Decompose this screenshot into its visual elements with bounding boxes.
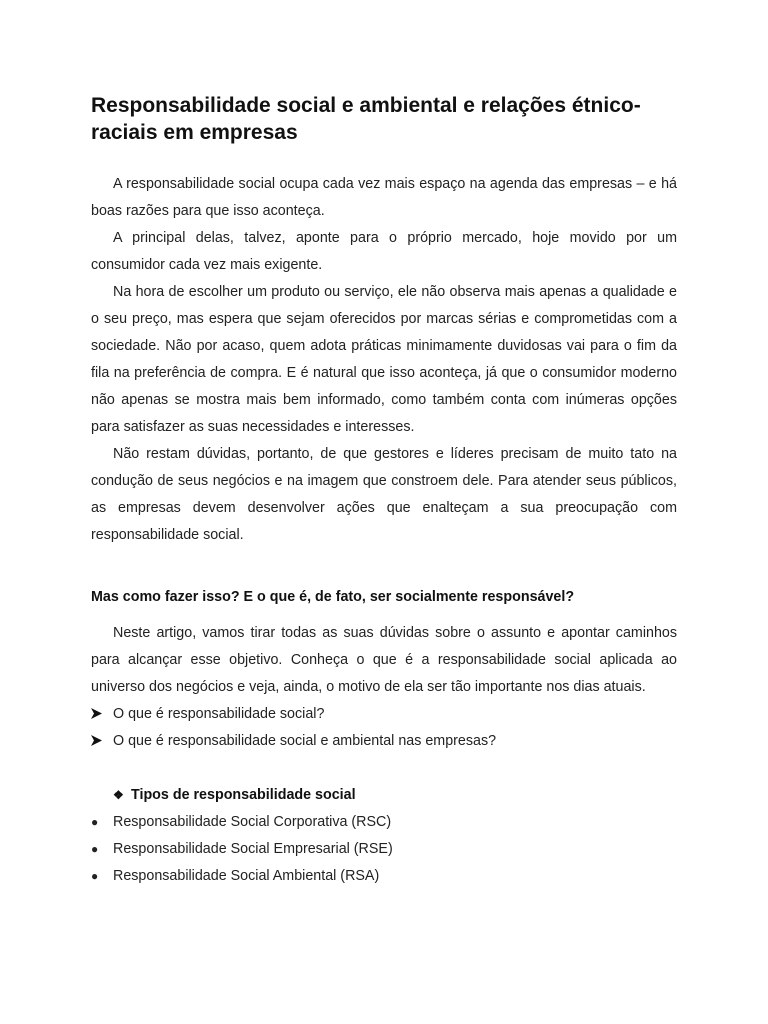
dot-bullet-icon: ● <box>91 842 99 856</box>
list-item <box>91 863 677 890</box>
dot-bullet-icon: ● <box>91 815 99 829</box>
list-item-text: Responsabilidade Social Corporativa (RSC) <box>113 814 392 830</box>
paragraph: A principal delas, talvez, aponte para o próprio mercado, hoje movido por um consumidor cada vez mais exigente. <box>91 230 677 273</box>
arrow-bullet-icon <box>91 701 109 728</box>
list-item-text: Responsabilidade Social Ambiental (RSA) <box>113 868 380 884</box>
list-item <box>91 809 677 836</box>
types-list <box>91 809 677 890</box>
list-item-text: Responsabilidade Social Empresarial (RSE) <box>113 841 393 857</box>
list-item <box>91 701 677 728</box>
arrow-bullet-icon <box>91 728 109 755</box>
paragraph: Não restam dúvidas, portanto, de que gestores e líderes precisam de muito tato na condução de seus negócios e na imagem que constroem dele. Para atender seus públicos, as empresas devem desenvolver ações que enalteçam a sua preocupação com responsabilidade social. <box>91 446 677 543</box>
document-page <box>91 92 677 890</box>
dot-bullet-icon: ● <box>91 869 99 883</box>
paragraph: Neste artigo, vamos tirar todas as suas dúvidas sobre o assunto e apontar caminhos para alcançar esse objetivo. Conheça o que é a responsabilidade social aplicada ao universo dos negócios e veja, ainda, o motivo de ela ser tão importante nos dias atuais. <box>91 625 677 695</box>
section-subheading: Mas como fazer isso? E o que é, de fato, ser socialmente responsável? <box>91 589 575 605</box>
document-title: Responsabilidade social e ambiental e relações étnico-raciais em empresas <box>91 94 641 144</box>
types-heading-text: Tipos de responsabilidade social <box>131 787 356 803</box>
list-item-text: O que é responsabilidade social e ambiental nas empresas? <box>113 733 497 749</box>
paragraph: A responsabilidade social ocupa cada vez mais espaço na agenda das empresas – e há boas razões para que isso aconteça. <box>91 176 677 219</box>
list-item-text: O que é responsabilidade social? <box>113 706 325 722</box>
paragraph: Na hora de escolher um produto ou serviço, ele não observa mais apenas a qualidade e o seu preço, mas espera que sejam oferecidos por marcas sérias e comprometidas com a sociedade. Não por acaso, quem adota práticas minimamente duvidosas vai para o fim da fila na preferência de compra. E é natural que isso aconteça, já que o consumidor moderno não apenas se mostra mais bem informado, como também conta com inúmeras opções para satisfazer as suas necessidades e interesses. <box>91 284 677 435</box>
list-item <box>91 836 677 863</box>
diamond-bullet-icon: ❖ <box>113 788 124 802</box>
types-heading <box>91 782 677 809</box>
list-item <box>91 728 677 755</box>
arrow-list <box>91 701 677 755</box>
